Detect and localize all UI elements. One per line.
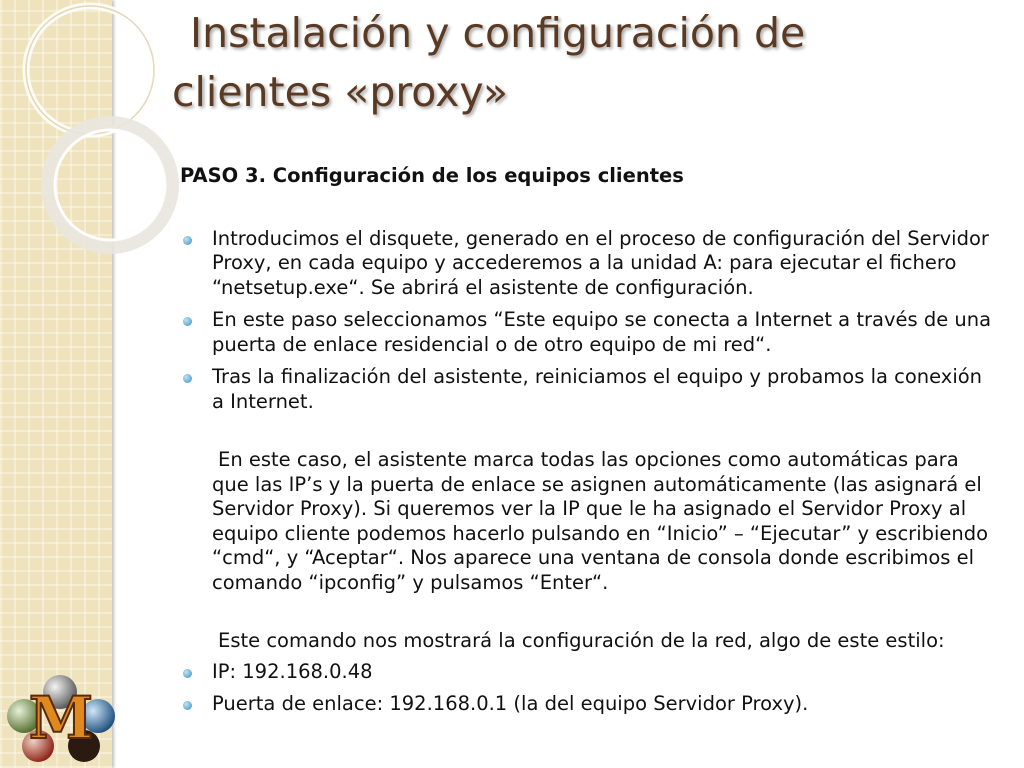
explanation-paragraph: En este caso, el asistente marca todas las opciones como automáticas para que las IP’s y la puerta de enlace se asignen automáticamente (las asignará el Servidor Proxy). Si queremos ver la IP que le ha asignado el Servidor Proxy al equipo cliente podemos hacerlo pulsando en “Inicio” – “Ejecutar” y escribiendo “cmd“, y “Aceptar“. Nos aparece una ventana de consola donde escribimos el comando “ipconfig” y pulsamos “Enter“. bbox=[212, 448, 989, 594]
m-logo-icon bbox=[2, 672, 120, 764]
instruction-list bbox=[180, 227, 992, 415]
list-item: En este paso seleccionamos “Este equipo se conecta a Internet a través de una puerta de enlace residencial o de otro equipo de mi red“. bbox=[180, 308, 992, 357]
list-item: Puerta de enlace: 192.168.0.1 (la del equipo Servidor Proxy). bbox=[180, 692, 992, 717]
svg-text:M: M bbox=[28, 684, 94, 752]
list-item: Tras la finalización del asistente, reiniciamos el equipo y probamos la conexión a Internet. bbox=[180, 365, 992, 414]
step-heading: PASO 3. Configuración de los equipos clientes bbox=[180, 164, 684, 187]
list-item: IP: 192.168.0.48 bbox=[180, 660, 992, 685]
command-intro-paragraph: Este comando nos mostrará la configuración de la red, algo de este estilo: bbox=[218, 629, 945, 652]
title-line-1: Instalación y configuración de bbox=[190, 9, 806, 57]
slide-title bbox=[172, 4, 992, 122]
decorative-circles bbox=[0, 0, 180, 260]
title-line-2: clientes «proxy» bbox=[172, 68, 509, 116]
list-item: Introducimos el disquete, generado en el proceso de configuración del Servidor Proxy, en cada equipo y accederemos a la unidad A: para ejecutar el fichero “netsetup.exe“. Se abrirá el asistente de configuración. bbox=[180, 227, 992, 301]
slide-body bbox=[180, 164, 992, 725]
result-list bbox=[180, 660, 992, 717]
